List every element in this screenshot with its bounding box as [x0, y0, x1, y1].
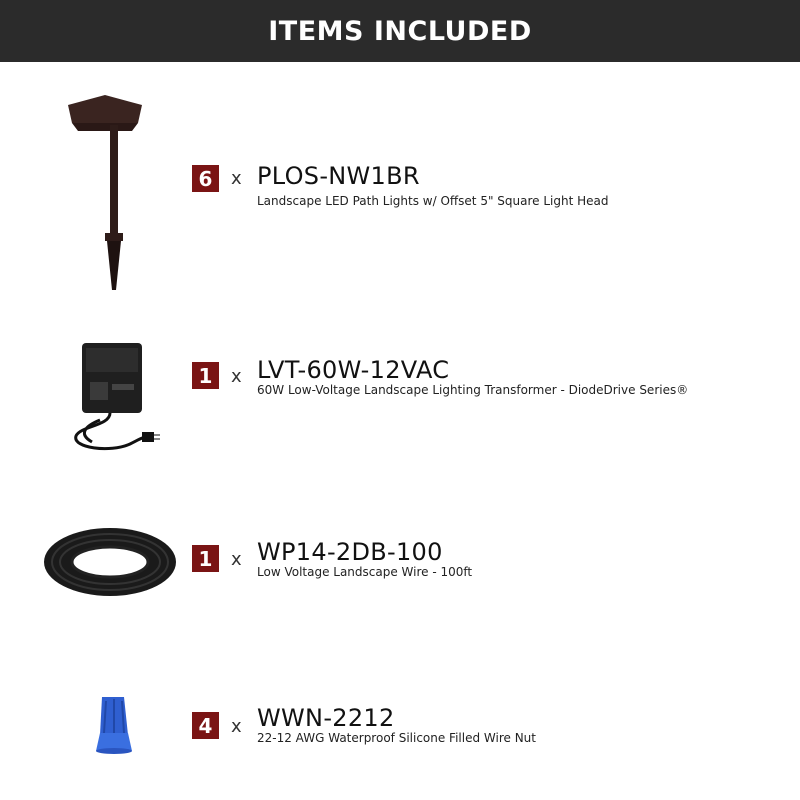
quantity-badge: 1 [192, 545, 219, 572]
item-description: 60W Low-Voltage Landscape Lighting Transformer - DiodeDrive Series® [257, 383, 689, 397]
wire-nut-icon [92, 695, 137, 755]
multiply-symbol: x [231, 549, 242, 570]
multiply-symbol: x [231, 168, 242, 189]
multiply-symbol: x [231, 716, 242, 737]
item-sku: LVT-60W-12VAC [257, 356, 450, 384]
item-sku: WP14-2DB-100 [257, 538, 443, 566]
item-sku: WWN-2212 [257, 704, 395, 732]
multiply-symbol: x [231, 366, 242, 387]
quantity-badge: 4 [192, 712, 219, 739]
wire-coil-icon [40, 522, 180, 602]
header-title: ITEMS INCLUDED [268, 15, 532, 47]
items-included-header [0, 0, 800, 62]
quantity-badge: 1 [192, 362, 219, 389]
quantity-badge: 6 [192, 165, 219, 192]
path-light-icon [60, 95, 150, 295]
item-description: 22-12 AWG Waterproof Silicone Filled Wire Nut [257, 731, 536, 745]
item-description: Landscape LED Path Lights w/ Offset 5" Square Light Head [257, 194, 609, 208]
item-sku: PLOS-NW1BR [257, 162, 420, 190]
transformer-icon [70, 338, 165, 463]
item-description: Low Voltage Landscape Wire - 100ft [257, 565, 473, 579]
